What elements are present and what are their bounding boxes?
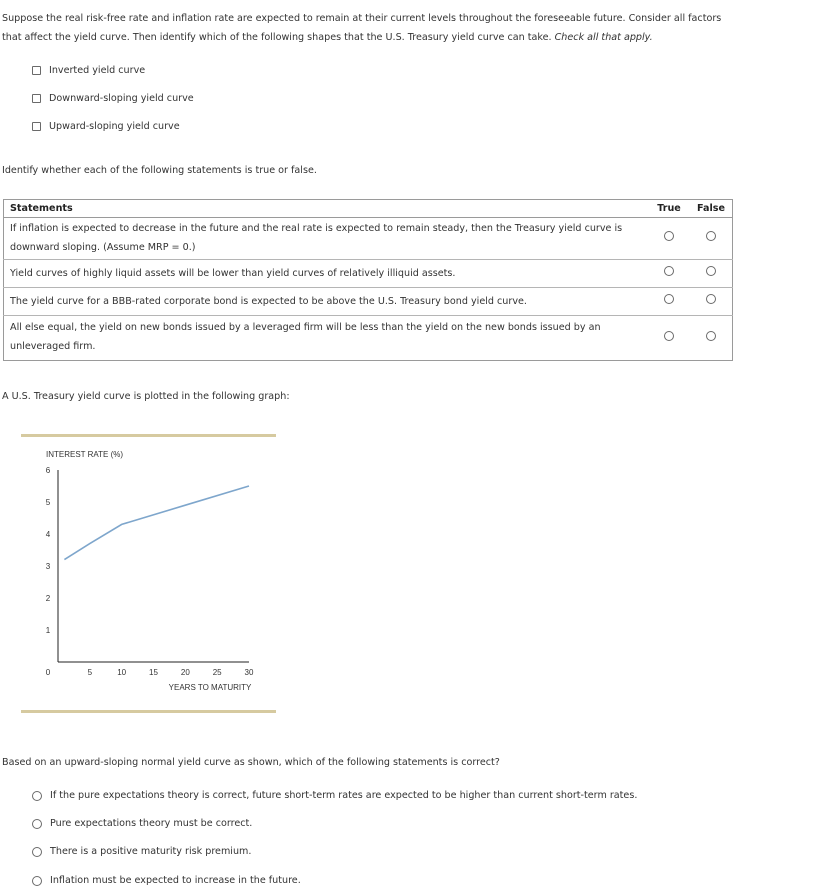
checkbox[interactable] bbox=[32, 94, 41, 103]
checkbox-option-upward[interactable] bbox=[32, 121, 180, 132]
radio-button[interactable] bbox=[32, 847, 42, 857]
checkbox[interactable] bbox=[32, 66, 41, 75]
graph-top-rule bbox=[21, 434, 276, 437]
y-tick-label: 2 bbox=[45, 594, 51, 603]
true-radio[interactable] bbox=[664, 266, 674, 276]
yield-curve-line bbox=[64, 486, 249, 560]
false-radio[interactable] bbox=[706, 294, 716, 304]
true-radio[interactable] bbox=[664, 231, 674, 241]
question1-line2 bbox=[2, 28, 802, 47]
true-cell bbox=[648, 316, 690, 361]
question1-line1: Suppose the real risk-free rate and inflation rate are expected to remain at their current levels throughout the foreseeable future. Consider all factors bbox=[2, 13, 722, 24]
statement-line: Yield curves of highly liquid assets will be lower than yield curves of relatively illiquid assets. bbox=[10, 268, 456, 279]
statement-line: unleveraged firm. bbox=[10, 341, 96, 352]
true-cell bbox=[648, 288, 690, 316]
question1-text bbox=[2, 9, 802, 47]
table-row bbox=[4, 316, 733, 361]
y-tick-label: 6 bbox=[45, 466, 51, 475]
table-header-row bbox=[4, 200, 733, 218]
y-axis-label: INTEREST RATE (%) bbox=[46, 450, 124, 459]
checkbox-option-inverted[interactable] bbox=[32, 65, 145, 76]
x-tick-label: 25 bbox=[212, 668, 222, 677]
checkbox[interactable] bbox=[32, 122, 41, 131]
statement-line: All else equal, the yield on new bonds issued by a leveraged firm will be less than the yield on the new bonds issued by an bbox=[10, 322, 601, 333]
x-axis-label: YEARS TO MATURITY bbox=[168, 683, 252, 692]
checkbox-label: Inverted yield curve bbox=[49, 65, 146, 76]
y-tick-label: 5 bbox=[45, 498, 51, 507]
header-true: True bbox=[648, 200, 690, 218]
header-statements: Statements bbox=[4, 200, 649, 218]
false-cell bbox=[690, 288, 733, 316]
radio-button[interactable] bbox=[32, 876, 42, 886]
statement-cell bbox=[4, 260, 649, 288]
radio-option-3[interactable] bbox=[32, 846, 251, 857]
table-row bbox=[4, 288, 733, 316]
question1-instruction: Check all that apply. bbox=[554, 32, 653, 43]
radio-option-1[interactable] bbox=[32, 790, 637, 801]
radio-label: There is a positive maturity risk premium. bbox=[50, 846, 252, 857]
question3-prompt: Based on an upward-sloping normal yield curve as shown, which of the following statements is correct? bbox=[2, 757, 500, 768]
graph-intro: A U.S. Treasury yield curve is plotted in the following graph: bbox=[2, 391, 290, 402]
radio-option-4[interactable] bbox=[32, 875, 301, 886]
x-tick-label: 5 bbox=[87, 668, 93, 677]
x-tick-label: 20 bbox=[180, 668, 190, 677]
radio-label: Pure expectations theory must be correct. bbox=[50, 818, 253, 829]
false-cell bbox=[690, 316, 733, 361]
x-tick-label: 30 bbox=[244, 668, 254, 677]
y-tick-label: 3 bbox=[45, 562, 51, 571]
radio-button[interactable] bbox=[32, 791, 42, 801]
true-radio[interactable] bbox=[664, 294, 674, 304]
radio-label: If the pure expectations theory is correct, future short-term rates are expected to be higher than current short-term rates. bbox=[50, 790, 638, 801]
statement-cell bbox=[4, 316, 649, 361]
header-false: False bbox=[690, 200, 733, 218]
false-radio[interactable] bbox=[706, 266, 716, 276]
true-radio[interactable] bbox=[664, 331, 674, 341]
statement-cell bbox=[4, 288, 649, 316]
checkbox-label: Upward-sloping yield curve bbox=[49, 121, 180, 132]
statement-line: downward sloping. (Assume MRP = 0.) bbox=[10, 242, 196, 253]
statement-cell bbox=[4, 218, 649, 260]
y-tick-label: 1 bbox=[45, 626, 51, 635]
true-cell bbox=[648, 218, 690, 260]
table-row bbox=[4, 260, 733, 288]
false-cell bbox=[690, 260, 733, 288]
x-tick-label: 15 bbox=[149, 668, 158, 677]
checkbox-option-downward[interactable] bbox=[32, 93, 194, 104]
statement-line: If inflation is expected to decrease in the future and the real rate is expected to remain steady, then the Treasury yield curve is bbox=[10, 223, 623, 234]
false-radio[interactable] bbox=[706, 331, 716, 341]
question1-line2-text: that affect the yield curve. Then identify which of the following shapes that the U.S. Treasury yield curve can take. bbox=[2, 32, 552, 43]
checkbox-label: Downward-sloping yield curve bbox=[49, 93, 194, 104]
x-tick-label: 10 bbox=[117, 668, 127, 677]
false-radio[interactable] bbox=[706, 231, 716, 241]
radio-option-2[interactable] bbox=[32, 818, 252, 829]
graph-bottom-rule bbox=[21, 710, 276, 713]
table-row bbox=[4, 218, 733, 260]
radio-label: Inflation must be expected to increase in the future. bbox=[50, 875, 301, 886]
false-cell bbox=[690, 218, 733, 260]
yield-curve-chart bbox=[20, 444, 280, 704]
true-cell bbox=[648, 260, 690, 288]
question2-prompt: Identify whether each of the following statements is true or false. bbox=[2, 165, 317, 176]
radio-button[interactable] bbox=[32, 819, 42, 829]
statements-table bbox=[3, 199, 733, 361]
statement-line: The yield curve for a BBB-rated corporate bond is expected to be above the U.S. Treasury bond yield curve. bbox=[10, 296, 527, 307]
y-tick-label: 4 bbox=[45, 530, 51, 539]
x-tick-label: 0 bbox=[45, 668, 51, 677]
